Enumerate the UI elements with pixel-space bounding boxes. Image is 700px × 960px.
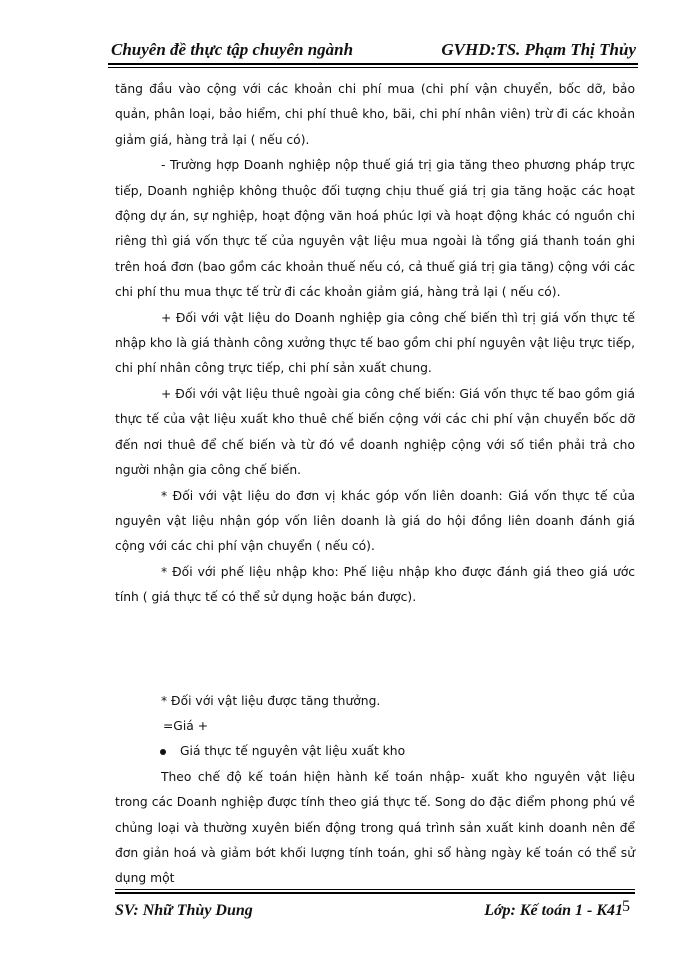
- footer-class: Lớp: Kế toán 1 - K41: [484, 902, 623, 919]
- header-rule-thick: [108, 63, 638, 65]
- formula-line: =Giá +: [163, 718, 208, 733]
- document-body: [115, 77, 635, 892]
- bullet-line: [115, 739, 635, 764]
- paragraph-4: + Đối với vật liệu thuê ngoài gia công chế biến: Giá vốn thực tế bao gồm giá thực tế của vật liệu xuất kho thuê chế biến cộng với các chi phí vận chuyển bốc dỡ đến nơi thuê để chế biến và từ đó về doanh nghiệp cộng với số tiền phải trả cho người nhận gia công chế biến.: [115, 386, 635, 478]
- header-supervisor: GVHD:TS. Phạm Thị Thủy: [441, 40, 636, 59]
- footer-student: SV: Nhữ Thùy Dung: [115, 902, 253, 919]
- footer-rule-thick: [115, 892, 635, 894]
- paragraph-5: * Đối với vật liệu do đơn vị khác góp vốn liên doanh: Giá vốn thực tế của nguyên vật liệu nhận góp vốn liên doanh là giá do hội đồng liên doanh đánh giá cộng với các chi phí vận chuyển ( nếu có).: [115, 488, 635, 554]
- page-header: [108, 38, 638, 62]
- paragraph-1: tăng đầu vào cộng với các khoản chi phí mua (chi phí vận chuyển, bốc dỡ, bảo quản, phân loại, bảo hiểm, chi phí thuê kho, bãi, chi phí nhân viên) trừ đi các khoản giảm giá, hàng trả lại ( nếu có).: [115, 82, 635, 147]
- header-rule-thin: [108, 67, 638, 68]
- bullet-icon: [160, 749, 166, 755]
- blank-space: [115, 611, 635, 689]
- paragraph-last: Theo chế độ kế toán hiện hành kế toán nhập- xuất kho nguyên vật liệu trong các Doanh nghiệp được tính theo giá thực tế. Song do đặc điểm phong phú về chủng loại và thường xuyên biến động trong quá trình sản xuất kinh doanh nên để đơn giản hoá và giảm bớt khối lượng tính toán, ghi sổ hàng ngày kế toán có thể sử dụng một: [115, 769, 635, 886]
- page-number: 5: [622, 898, 630, 915]
- page-footer: [115, 900, 635, 924]
- paragraph-6: * Đối với phế liệu nhập kho: Phế liệu nhập kho được đánh giá theo giá ước tính ( giá thực tế có thể sử dụng hoặc bán được).: [115, 564, 635, 605]
- footer-rule-thin: [115, 889, 635, 890]
- header-title: Chuyên đề thực tập chuyên ngành: [111, 40, 354, 59]
- paragraph-2: - Trường hợp Doanh nghiệp nộp thuế giá trị gia tăng theo phương pháp trực tiếp, Doanh nghiệp không thuộc đối tượng chịu thuế giá trị gia tăng hoặc các hoạt động dự án, sự nghiệp, hoạt động văn hoá phúc lợi và hoạt động khác có nguồn chi riêng thì giá vốn thực tế của nguyên vật liệu mua ngoài là tổng giá thanh toán ghi trên hoá đơn (bao gồm các khoản thuế nếu có, cả thuế giá trị gia tăng) cộng với các chi phí thu mua thực tế trừ đi các khoản giảm giá, hàng trả lại ( nếu có).: [115, 158, 635, 300]
- paragraph-3: + Đối với vật liệu do Doanh nghiệp gia công chế biến thì trị giá vốn thực tế nhập kho là giá thành công xưởng thực tế bao gồm chi phí nguyên vật liệu trực tiếp, chi phí nhân công trực tiếp, chi phí sản xuất chung.: [115, 310, 635, 376]
- bonus-line: * Đối với vật liệu được tăng thưởng.: [161, 693, 381, 708]
- bullet-text: Giá thực tế nguyên vật liệu xuất kho: [180, 744, 406, 759]
